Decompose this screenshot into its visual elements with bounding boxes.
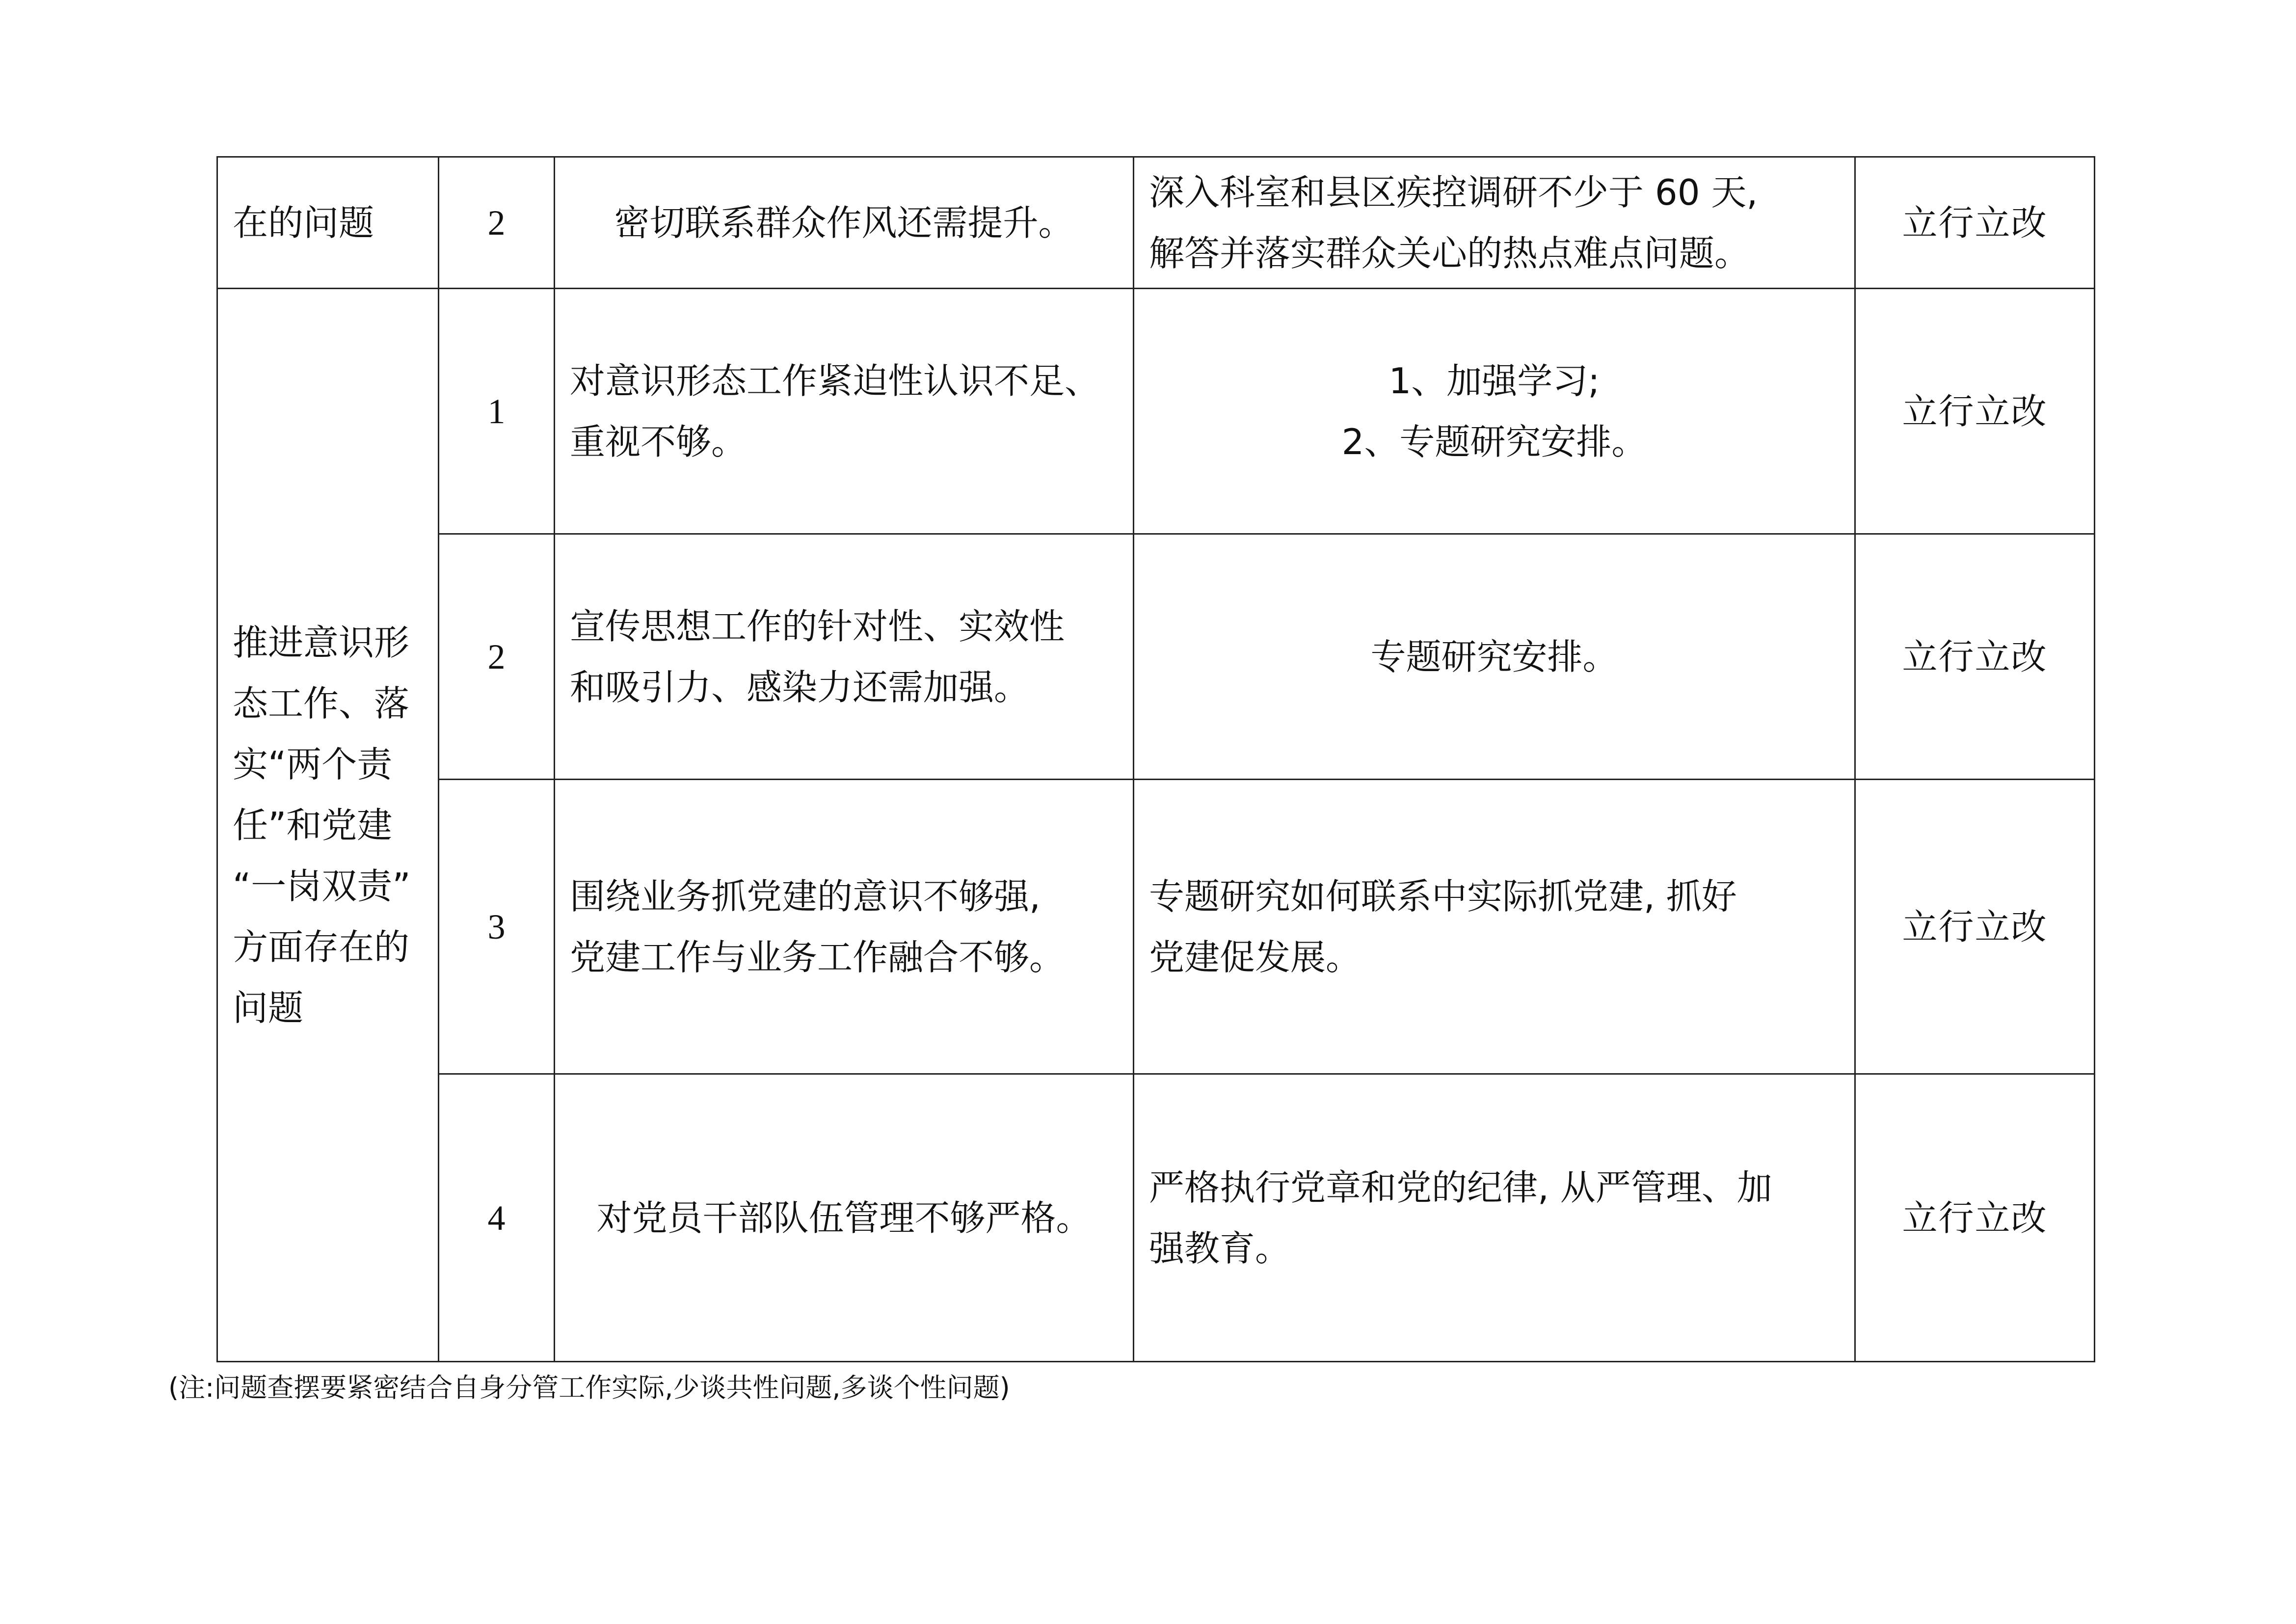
timeline-cell: 立行立改 [1855,289,2095,534]
table-row [217,1074,2095,1362]
timeline-cell: 立行立改 [1855,1074,2095,1362]
table-row [217,157,2095,289]
problem-cell: 对党员干部队伍管理不够严格。 [555,1074,1134,1362]
item-number: 2 [439,157,555,289]
item-number: 2 [439,534,555,780]
measures-cell: 专题研究安排。 [1134,534,1855,780]
problem-cell: 密切联系群众作风还需提升。 [555,157,1134,289]
footnote: (注:问题查摆要紧密结合自身分管工作实际,少谈共性问题,多谈个性问题) [168,1372,1010,1403]
issues-table [216,156,2095,1362]
measures-cell: 深入科室和县区疾控调研不少于 60 天, 解答并落实群众关心的热点难点问题。 [1134,157,1855,289]
group-category-cell: 推进意识形 态工作、落 实“两个责 任”和党建 “一岗双责” 方面存在的 问题 [217,289,439,1362]
table-row [217,780,2095,1074]
problem-cell: 宣传思想工作的针对性、实效性 和吸引力、感染力还需加强。 [555,534,1134,780]
timeline-cell: 立行立改 [1855,534,2095,780]
item-number: 3 [439,780,555,1074]
table-row [217,534,2095,780]
problem-cell: 对意识形态工作紧迫性认识不足、 重视不够。 [555,289,1134,534]
measures-cell: 严格执行党章和党的纪律, 从严管理、加 强教育。 [1134,1074,1855,1362]
item-number: 4 [439,1074,555,1362]
category-cell: 在的问题 [217,157,439,289]
measures-cell: 1、加强学习; 2、专题研究安排。 [1134,289,1855,534]
table-row [217,289,2095,534]
item-number: 1 [439,289,555,534]
timeline-cell: 立行立改 [1855,157,2095,289]
measures-cell: 专题研究如何联系中实际抓党建, 抓好 党建促发展。 [1134,780,1855,1074]
problem-cell: 围绕业务抓党建的意识不够强, 党建工作与业务工作融合不够。 [555,780,1134,1074]
timeline-cell: 立行立改 [1855,780,2095,1074]
